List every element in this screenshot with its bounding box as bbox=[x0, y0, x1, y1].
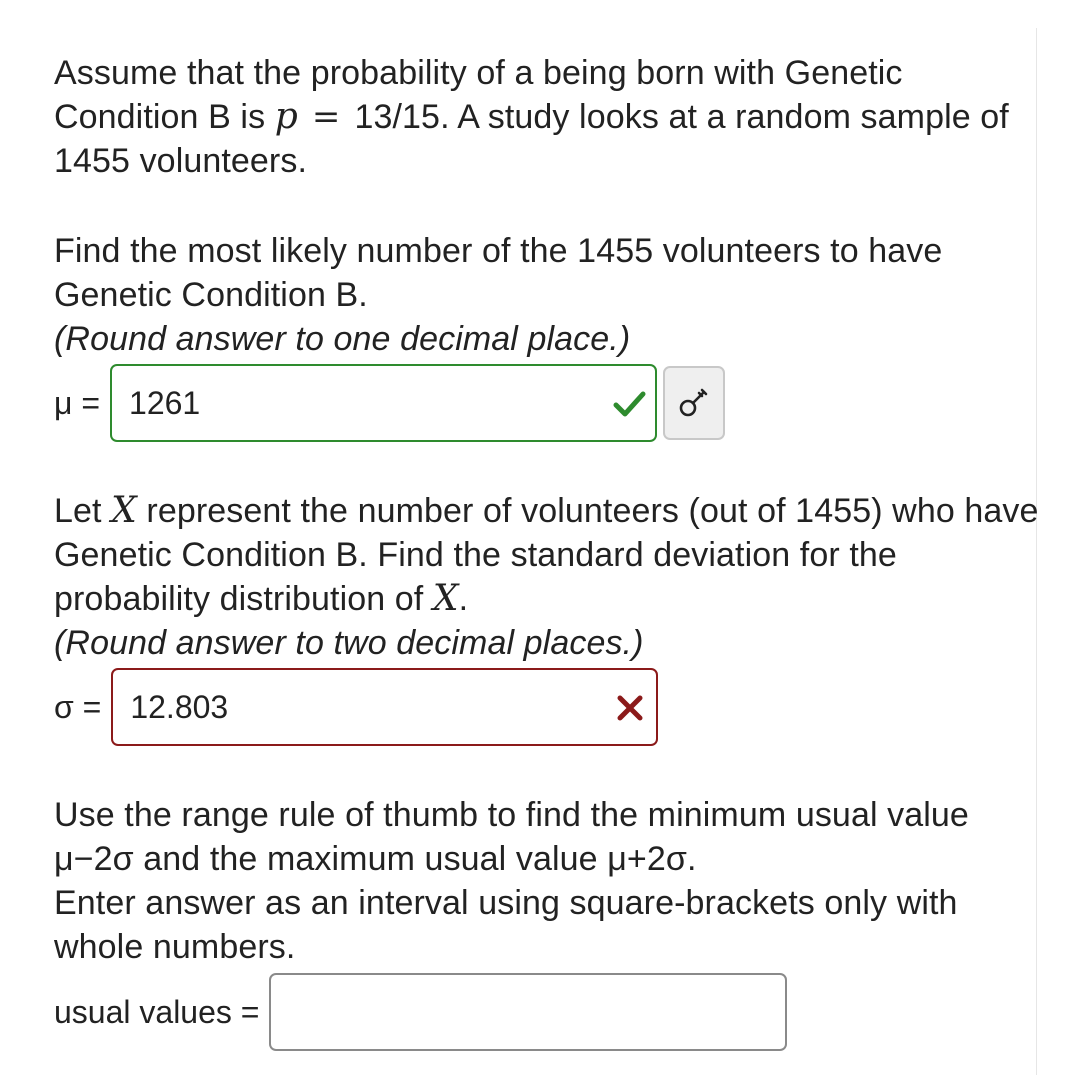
sd-input[interactable] bbox=[111, 668, 658, 746]
checkmark-icon bbox=[611, 386, 647, 422]
mean-rounding-note: (Round answer to one decimal place.) bbox=[54, 320, 631, 358]
range-prompt-line1: Use the range rule of thumb to find the minimum usual value μ−2σ and the maximum usual value μ+2σ. bbox=[54, 796, 969, 878]
key-icon bbox=[676, 385, 712, 421]
usual-values-input[interactable] bbox=[269, 973, 787, 1051]
sd-prompt-part3: . bbox=[458, 580, 469, 618]
sd-prompt-part1: Let bbox=[54, 492, 102, 530]
sd-question bbox=[54, 489, 1039, 665]
problem-intro bbox=[54, 51, 1029, 183]
range-answer-row bbox=[54, 973, 787, 1051]
x-variable-2: X bbox=[432, 578, 459, 619]
mean-input-value: 1261 bbox=[129, 384, 201, 421]
sd-answer-row bbox=[54, 668, 658, 746]
x-variable: X bbox=[111, 490, 137, 531]
equals-symbol: = bbox=[311, 97, 341, 137]
intro-text-before: Assume that the probability of a being born with Genetic Condition B is bbox=[54, 54, 903, 136]
sigma-label: σ = bbox=[54, 688, 102, 725]
sd-prompt-part2: represent the number of volunteers (out of 1455) who have Genetic Condition B. Find the standard deviation for the probability distribution of bbox=[54, 492, 1039, 618]
intro-text-after: 13/15. A study looks at a random sample of 1455 volunteers. bbox=[54, 98, 1009, 180]
range-prompt-line2: Enter answer as an interval using square-brackets only with whole numbers. bbox=[54, 884, 958, 966]
view-answer-key-button[interactable] bbox=[663, 366, 725, 440]
mean-question bbox=[54, 229, 974, 361]
mu-label: μ = bbox=[54, 384, 101, 421]
mean-prompt: Find the most likely number of the 1455 volunteers to have Genetic Condition B. bbox=[54, 232, 943, 314]
sd-input-value: 12.803 bbox=[130, 688, 229, 725]
mean-input[interactable] bbox=[110, 364, 657, 442]
cross-icon bbox=[612, 690, 648, 726]
mean-answer-row bbox=[54, 364, 725, 442]
range-question bbox=[54, 793, 1014, 969]
p-symbol: p bbox=[274, 96, 298, 137]
usual-values-label: usual values = bbox=[54, 993, 260, 1030]
sd-rounding-note: (Round answer to two decimal places.) bbox=[54, 624, 644, 662]
